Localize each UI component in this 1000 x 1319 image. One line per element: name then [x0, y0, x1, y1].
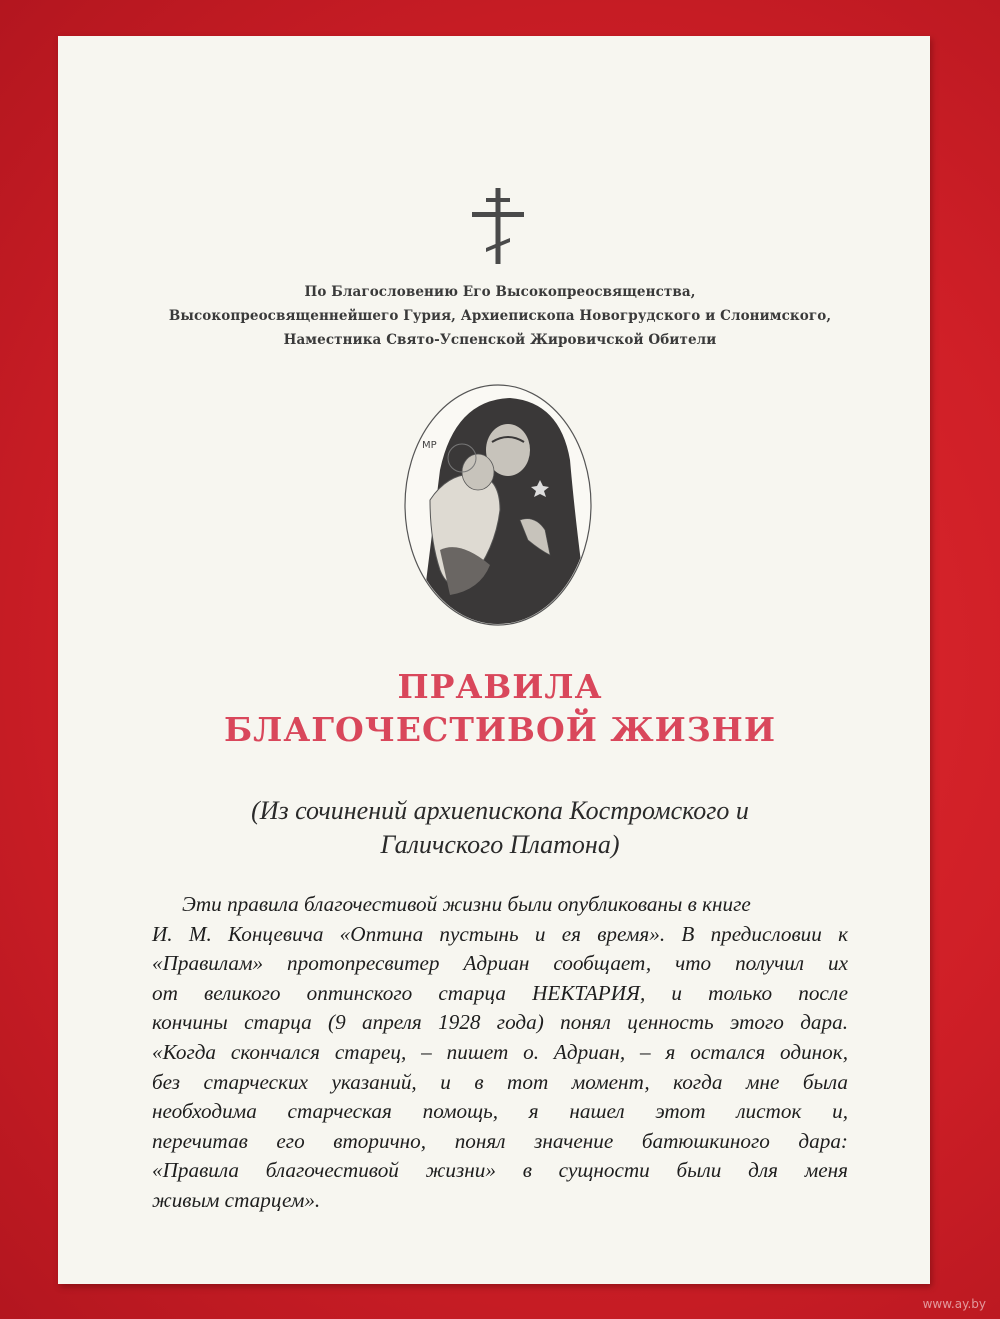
blessing-text: [100, 280, 900, 352]
body-line: перечитав его вторично, понял значение батюшкиного дара:: [152, 1128, 848, 1153]
theotokos-icon: [400, 380, 596, 630]
blessing-line: Высокопреосвященнейшего Гурия, Архиепископа Новогрудского и Слонимского,: [168, 308, 832, 324]
document-title: [100, 665, 900, 751]
watermark: www.ay.by: [922, 1297, 986, 1311]
body-line: «Правила благочестивой жизни» в сущности были для меня: [152, 1158, 848, 1183]
blessing-line: Наместника Свято-Успенской Жировичской Обители: [283, 332, 717, 348]
body-line: «Когда скончался старец, – пишет о. Адриан, – я остался одинок,: [152, 1039, 848, 1064]
body-line: кончины старца (9 апреля 1928 года) понял ценность этого дара.: [152, 1010, 848, 1035]
orthodox-cross-icon: [468, 186, 528, 266]
body-line: от великого оптинского старца НЕКТАРИЯ, и только после: [152, 980, 848, 1005]
subtitle-line: (Из сочинений архиепископа Костромского и: [251, 796, 749, 825]
body-paragraph: [152, 890, 848, 1216]
body-line: Эти правила благочестивой жизни были опубликованы в книге: [182, 892, 751, 916]
body-line: И. М. Концевича «Оптина пустынь и ея время». В предисловии к: [152, 921, 848, 946]
body-line: без старческих указаний, и в тот момент, когда мне была: [152, 1069, 848, 1094]
subtitle-line: Галичского Платона): [380, 830, 620, 859]
body-line: необходима старческая помощь, я нашел этот листок и,: [152, 1099, 848, 1124]
body-line: живым старцем».: [152, 1187, 321, 1212]
body-line: «Правилам» протопресвитер Адриан сообщает, что получил их: [152, 951, 848, 976]
svg-text:МР: МР: [422, 440, 437, 451]
blessing-line: По Благословению Его Высокопреосвященства,: [304, 284, 696, 300]
subtitle: [120, 794, 880, 862]
title-line: БЛАГОЧЕСТИВОЙ ЖИЗНИ: [223, 710, 776, 749]
title-line: ПРАВИЛА: [397, 667, 603, 706]
